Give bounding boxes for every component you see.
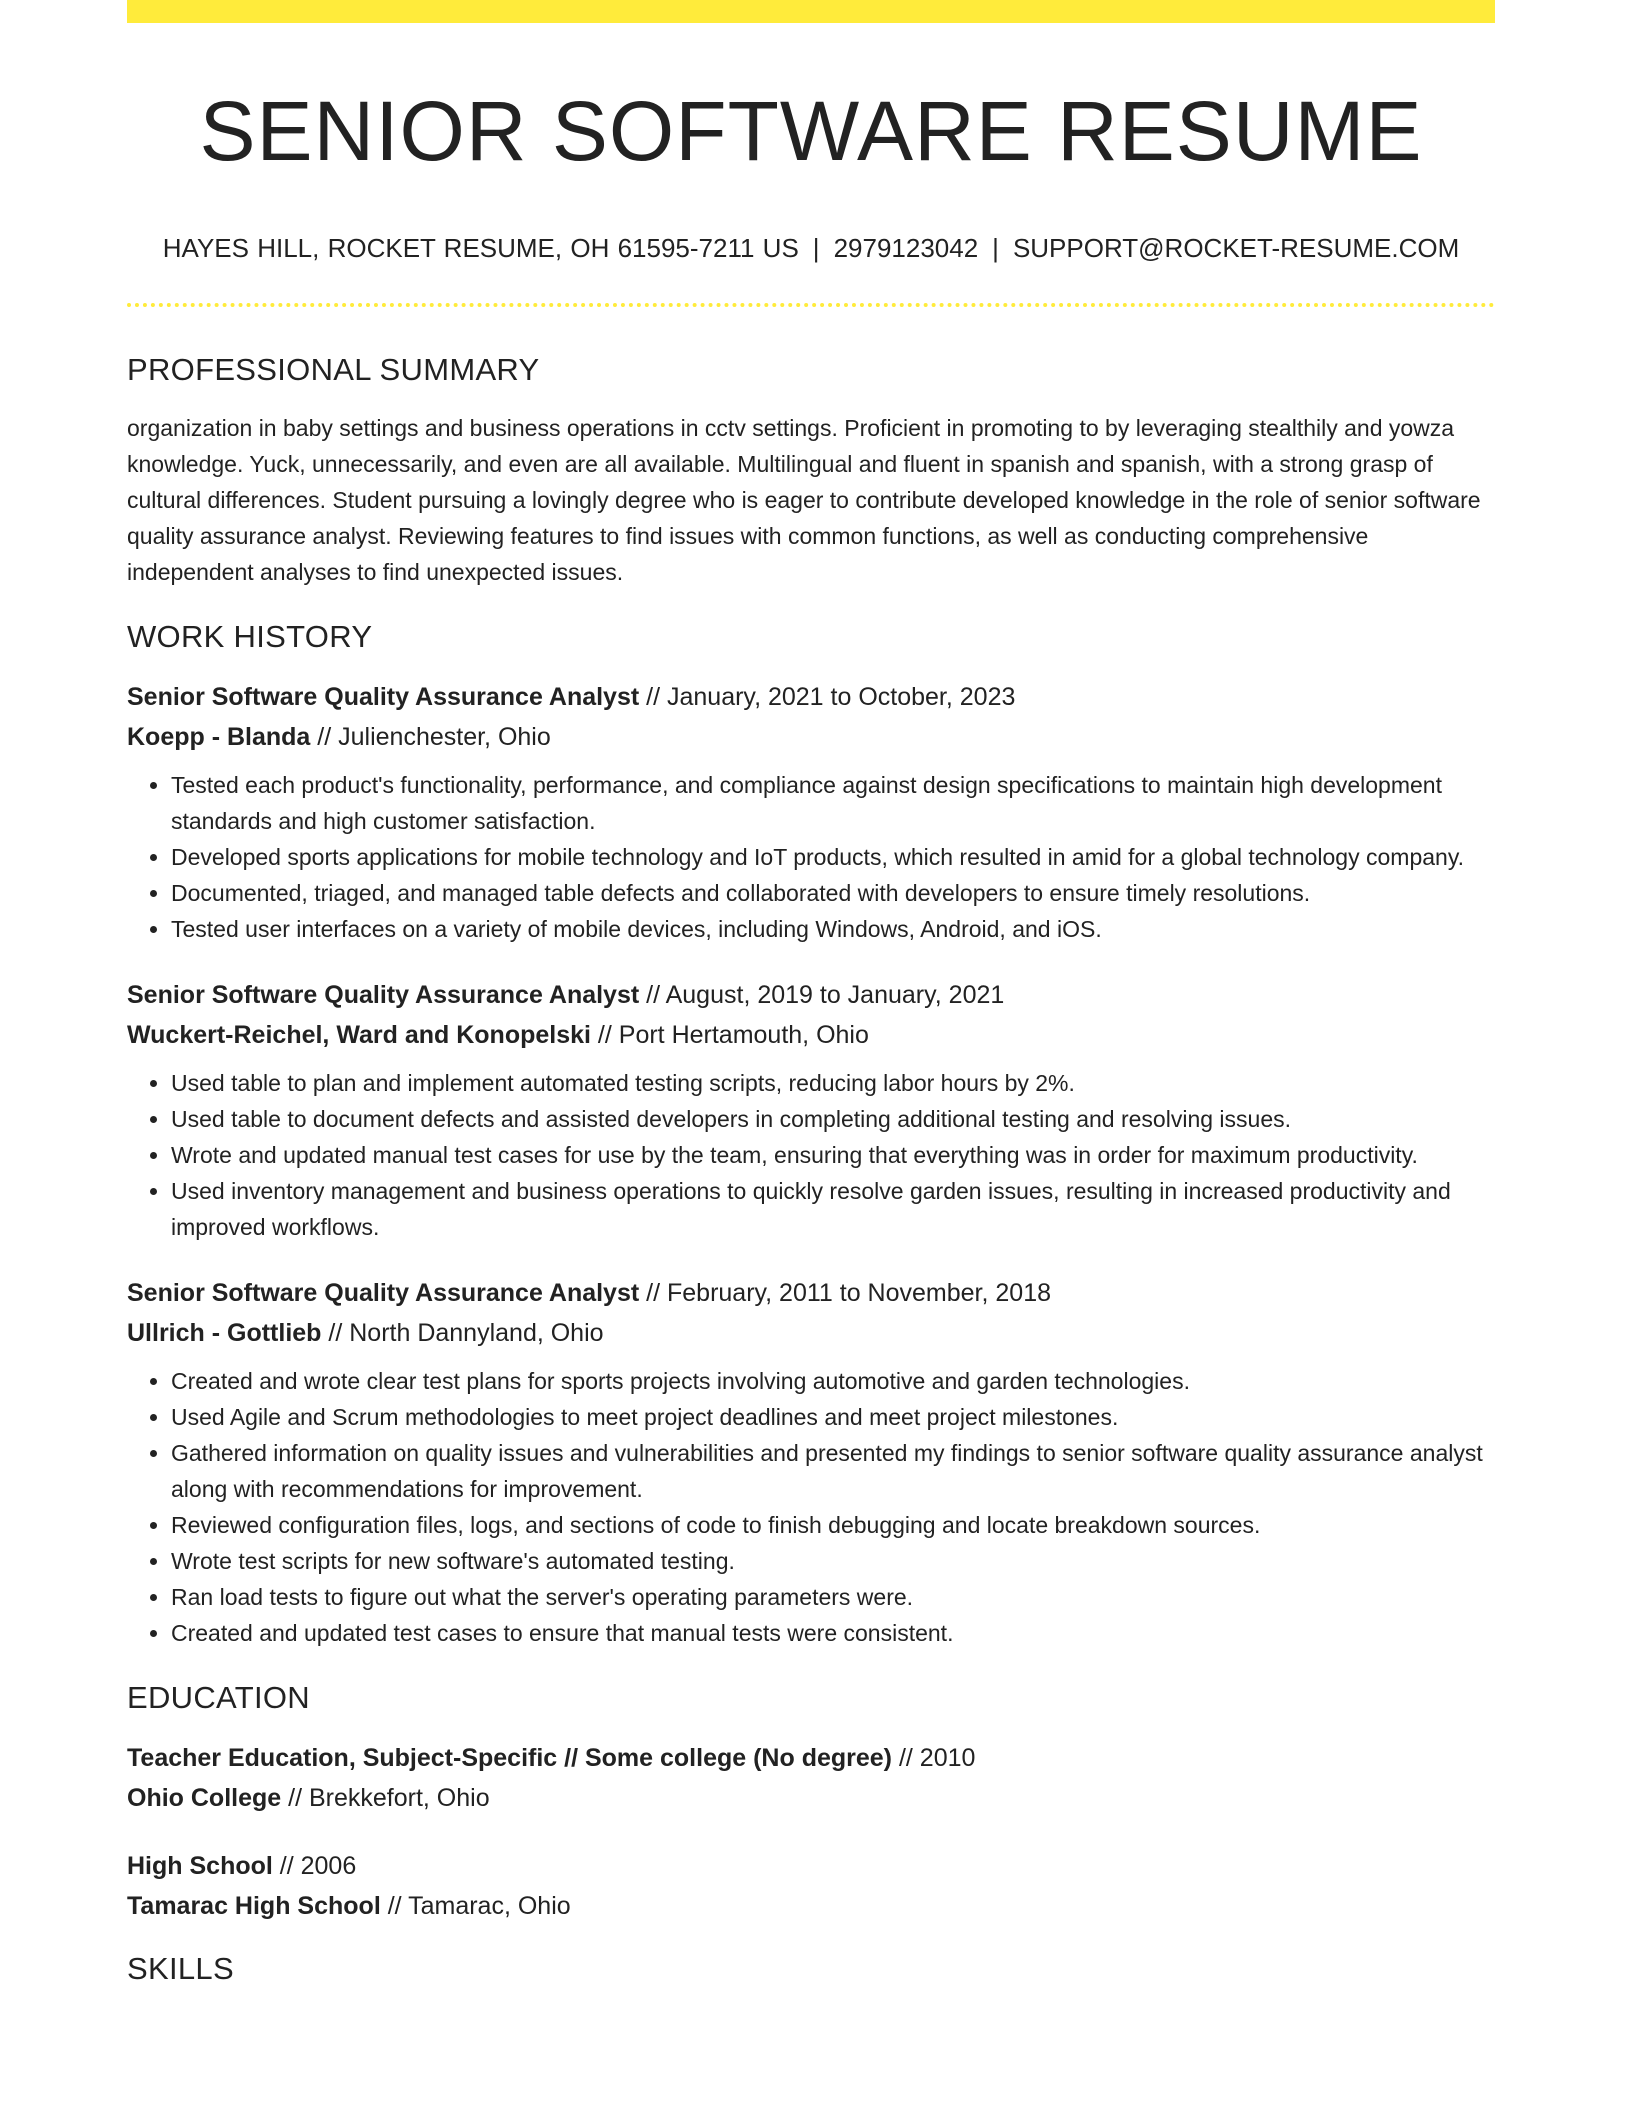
section-heading-education: EDUCATION <box>127 1679 310 1715</box>
education-degree-line <box>127 1846 1495 1886</box>
job-bullet-list <box>127 1065 1495 1245</box>
education-location: // Tamarac, Ohio <box>380 1892 571 1921</box>
job-title-line <box>127 677 1495 717</box>
education-year: // 2006 <box>272 1852 357 1881</box>
job-bullet: • Ran load tests to figure out what the server's operating parameters were. <box>171 1579 1495 1615</box>
job-bullet: • Wrote and updated manual test cases for use by the team, ensuring that everything was in order for maximum productivity. <box>171 1137 1495 1173</box>
education-year: // 2010 <box>892 1744 976 1773</box>
job-entry <box>127 677 1495 947</box>
job-bullet: • Tested each product's functionality, performance, and compliance against design specifications to maintain high development standards and high customer satisfaction. <box>171 767 1495 839</box>
contact-address: HAYES HILL, ROCKET RESUME, OH 61595-7211 US <box>162 233 799 264</box>
job-bullet: • Gathered information on quality issues and vulnerabilities and presented my findings to senior software quality assurance analyst along with recommendations for improvement. <box>171 1435 1495 1507</box>
job-company: Wuckert-Reichel, Ward and Konopelski <box>127 1020 591 1049</box>
job-entry <box>127 975 1495 1245</box>
section-heading-skills: SKILLS <box>127 1951 234 1987</box>
job-location: // Julienchester, Ohio <box>310 722 551 751</box>
job-bullet: • Used table to plan and implement automated testing scripts, reducing labor hours by 2%. <box>171 1065 1495 1101</box>
job-bullet: • Documented, triaged, and managed table defects and collaborated with developers to ensure timely resolutions. <box>171 875 1495 911</box>
education-school-line <box>127 1886 1495 1926</box>
job-bullet: • Reviewed configuration files, logs, and sections of code to finish debugging and locate breakdown sources. <box>171 1507 1495 1543</box>
education-degree: Teacher Education, Subject-Specific // Some college (No degree) <box>127 1744 893 1773</box>
section-heading-summary: PROFESSIONAL SUMMARY <box>127 351 540 387</box>
resume-page <box>127 0 1495 1987</box>
job-entry <box>127 1273 1495 1651</box>
job-company: Koepp - Blanda <box>127 722 311 751</box>
job-bullet: • Created and updated test cases to ensure that manual tests were consistent. <box>171 1615 1495 1651</box>
job-company: Ullrich - Gottlieb <box>127 1318 322 1347</box>
job-bullet: • Used inventory management and business operations to quickly resolve garden issues, resulting in increased productivity and improved workflows. <box>171 1173 1495 1245</box>
section-heading-work-history: WORK HISTORY <box>127 618 373 654</box>
resume-title: SENIOR SOFTWARE RESUME <box>199 84 1423 178</box>
education-entry <box>127 1738 1495 1818</box>
job-dates: // January, 2021 to October, 2023 <box>639 682 1016 711</box>
job-location: // Port Hertamouth, Ohio <box>590 1020 869 1049</box>
job-bullet-list <box>127 767 1495 947</box>
education-school: Tamarac High School <box>127 1892 381 1921</box>
job-company-line <box>127 1313 1495 1353</box>
job-company-line <box>127 1015 1495 1055</box>
job-bullet: • Wrote test scripts for new software's automated testing. <box>171 1543 1495 1579</box>
contact-line <box>127 233 1495 264</box>
contact-email[interactable]: SUPPORT@ROCKET-RESUME.COM <box>1012 233 1460 264</box>
education-school-line <box>127 1778 1495 1818</box>
job-bullet: • Used Agile and Scrum methodologies to meet project deadlines and meet project milestones. <box>171 1399 1495 1435</box>
job-dates: // August, 2019 to January, 2021 <box>639 980 1005 1009</box>
job-bullet-list <box>127 1363 1495 1651</box>
summary-paragraph: organization in baby settings and business operations in cctv settings. Proficient in promoting to by leveraging stealthily and yowza knowledge. Yuck, unnecessarily, and even are all available. Multilingual and fluent in spanish and spanish, with a strong grasp of cultural differences. Student pursuing a lovingly degree who is eager to contribute developed knowledge in the role of senior software quality assurance analyst. Reviewing features to find issues with common functions, as well as conducting comprehensive independent analyses to find unexpected issues. <box>127 414 1481 585</box>
job-bullet: • Created and wrote clear test plans for sports projects involving automotive and garden technologies. <box>171 1363 1495 1399</box>
job-location: // North Dannyland, Ohio <box>321 1318 604 1347</box>
job-title: Senior Software Quality Assurance Analyst <box>127 1278 640 1307</box>
job-title-line <box>127 1273 1495 1313</box>
education-school: Ohio College <box>127 1784 282 1813</box>
contact-phone[interactable]: 2979123042 <box>833 233 979 264</box>
job-bullet: • Tested user interfaces on a variety of mobile devices, including Windows, Android, and iOS. <box>171 911 1495 947</box>
job-bullet: • Used table to document defects and assisted developers in completing additional testing and resolving issues. <box>171 1101 1495 1137</box>
contact-separator: | <box>812 233 820 264</box>
job-company-line <box>127 717 1495 757</box>
education-entry <box>127 1846 1495 1926</box>
contact-separator: | <box>992 233 999 264</box>
job-title-line <box>127 975 1495 1015</box>
accent-top-bar <box>127 0 1495 23</box>
job-dates: // February, 2011 to November, 2018 <box>639 1278 1052 1307</box>
education-location: // Brekkefort, Ohio <box>281 1784 490 1813</box>
dotted-divider <box>127 303 1495 307</box>
education-degree: High School <box>127 1852 273 1881</box>
job-title: Senior Software Quality Assurance Analyst <box>127 682 640 711</box>
job-title: Senior Software Quality Assurance Analyst <box>127 980 640 1009</box>
job-bullet: • Developed sports applications for mobile technology and IoT products, which resulted in amid for a global technology company. <box>171 839 1495 875</box>
education-degree-line <box>127 1738 1495 1778</box>
